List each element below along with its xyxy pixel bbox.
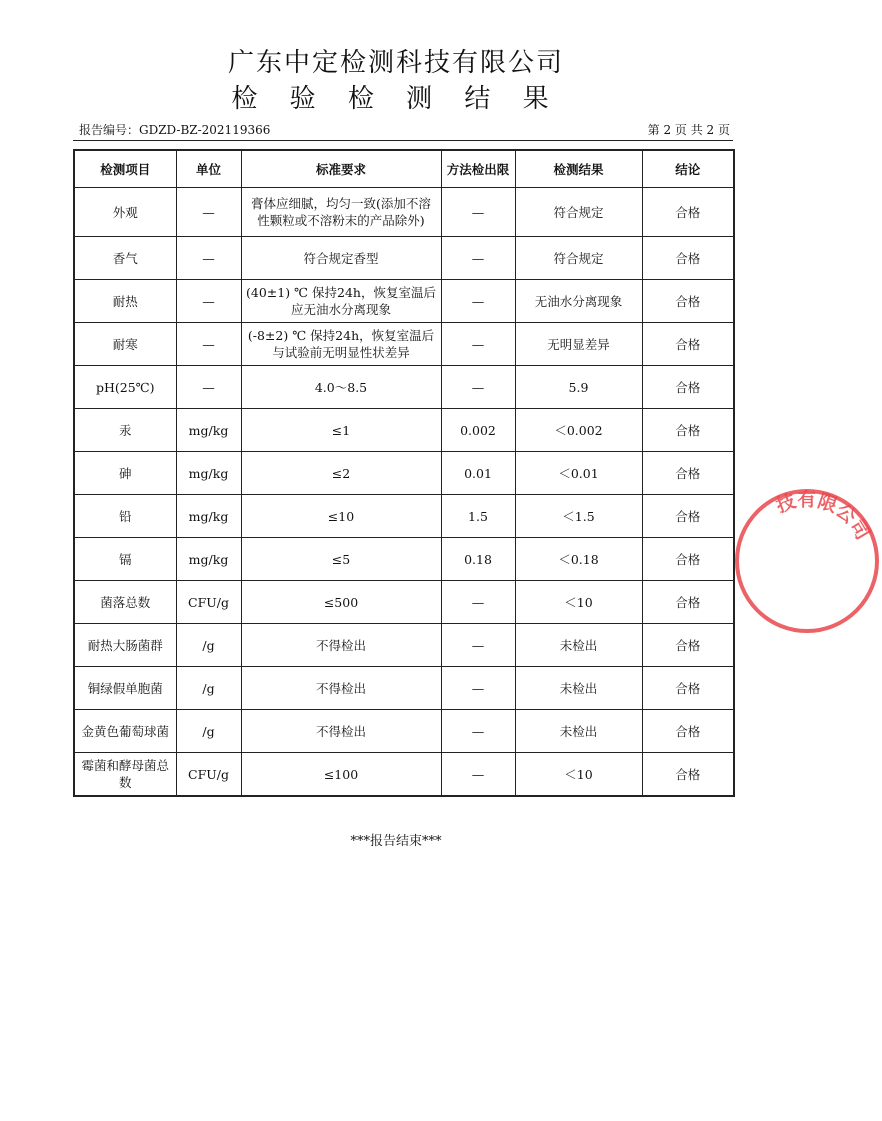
cell-limit: — bbox=[441, 237, 515, 280]
col-header-result: 检测结果 bbox=[515, 150, 642, 188]
cell-result: 无油水分离现象 bbox=[515, 280, 642, 323]
cell-limit: — bbox=[441, 280, 515, 323]
cell-result: ＜1.5 bbox=[515, 495, 642, 538]
cell-item: 金黄色葡萄球菌 bbox=[74, 710, 176, 753]
cell-conclusion: 合格 bbox=[642, 495, 734, 538]
cell-item: 铅 bbox=[74, 495, 176, 538]
cell-limit: 0.18 bbox=[441, 538, 515, 581]
cell-unit: — bbox=[176, 188, 241, 237]
cell-conclusion: 合格 bbox=[642, 452, 734, 495]
table-row bbox=[74, 710, 734, 753]
cell-limit: — bbox=[441, 667, 515, 710]
cell-item: pH(25℃) bbox=[74, 366, 176, 409]
cell-unit: — bbox=[176, 237, 241, 280]
cell-result: 符合规定 bbox=[515, 188, 642, 237]
col-header-standard: 标准要求 bbox=[241, 150, 441, 188]
cell-limit: — bbox=[441, 366, 515, 409]
cell-conclusion: 合格 bbox=[642, 323, 734, 366]
table-row bbox=[74, 452, 734, 495]
cell-conclusion: 合格 bbox=[642, 237, 734, 280]
cell-limit: 0.01 bbox=[441, 452, 515, 495]
cell-standard: ≤100 bbox=[241, 753, 441, 797]
cell-item: 汞 bbox=[74, 409, 176, 452]
cell-limit: 1.5 bbox=[441, 495, 515, 538]
col-header-conclusion: 结论 bbox=[642, 150, 734, 188]
cell-standard: ≤5 bbox=[241, 538, 441, 581]
cell-unit: — bbox=[176, 366, 241, 409]
report-number: 报告编号：GDZD-BZ-202119366 bbox=[79, 123, 271, 137]
cell-result: ＜10 bbox=[515, 581, 642, 624]
cell-item: 耐寒 bbox=[74, 323, 176, 366]
cell-item: 耐热大肠菌群 bbox=[74, 624, 176, 667]
cell-standard: 不得检出 bbox=[241, 667, 441, 710]
cell-unit: mg/kg bbox=[176, 452, 241, 495]
cell-conclusion: 合格 bbox=[642, 280, 734, 323]
cell-result: ＜10 bbox=[515, 753, 642, 797]
cell-item: 铜绿假单胞菌 bbox=[74, 667, 176, 710]
cell-standard: ≤1 bbox=[241, 409, 441, 452]
cell-unit: CFU/g bbox=[176, 581, 241, 624]
cell-result: 未检出 bbox=[515, 710, 642, 753]
table-row bbox=[74, 538, 734, 581]
table-row bbox=[74, 237, 734, 280]
cell-limit: — bbox=[441, 710, 515, 753]
svg-text:技有限公司: 技有限公司 bbox=[773, 488, 874, 544]
cell-item: 菌落总数 bbox=[74, 581, 176, 624]
cell-standard: 膏体应细腻，均匀一致(添加不溶性颗粒或不溶粉末的产品除外) bbox=[241, 188, 441, 237]
cell-standard: ≤500 bbox=[241, 581, 441, 624]
cell-limit: — bbox=[441, 753, 515, 797]
header-divider bbox=[73, 140, 733, 141]
cell-result: ＜0.18 bbox=[515, 538, 642, 581]
cell-unit: /g bbox=[176, 710, 241, 753]
company-seal-stamp bbox=[732, 486, 882, 636]
table-row bbox=[74, 624, 734, 667]
col-header-unit: 单位 bbox=[176, 150, 241, 188]
cell-result: ＜0.002 bbox=[515, 409, 642, 452]
cell-item: 香气 bbox=[74, 237, 176, 280]
report-end-marker: ***报告结束*** bbox=[350, 834, 442, 849]
table-row bbox=[74, 409, 734, 452]
cell-unit: mg/kg bbox=[176, 495, 241, 538]
cell-standard: ≤2 bbox=[241, 452, 441, 495]
table-row bbox=[74, 280, 734, 323]
col-header-item: 检测项目 bbox=[74, 150, 176, 188]
cell-standard: 不得检出 bbox=[241, 624, 441, 667]
cell-item: 霉菌和酵母菌总数 bbox=[74, 753, 176, 797]
table-row bbox=[74, 753, 734, 797]
table-row bbox=[74, 188, 734, 237]
cell-conclusion: 合格 bbox=[642, 667, 734, 710]
cell-item: 耐热 bbox=[74, 280, 176, 323]
cell-conclusion: 合格 bbox=[642, 409, 734, 452]
cell-result: 5.9 bbox=[515, 366, 642, 409]
cell-conclusion: 合格 bbox=[642, 188, 734, 237]
cell-unit: /g bbox=[176, 667, 241, 710]
table-row bbox=[74, 495, 734, 538]
cell-result: 符合规定 bbox=[515, 237, 642, 280]
cell-item: 外观 bbox=[74, 188, 176, 237]
cell-unit: CFU/g bbox=[176, 753, 241, 797]
cell-conclusion: 合格 bbox=[642, 538, 734, 581]
cell-limit: — bbox=[441, 624, 515, 667]
company-name: 广东中定检测科技有限公司 bbox=[227, 48, 564, 78]
cell-unit: — bbox=[176, 323, 241, 366]
cell-result: ＜0.01 bbox=[515, 452, 642, 495]
cell-conclusion: 合格 bbox=[642, 581, 734, 624]
cell-unit: — bbox=[176, 280, 241, 323]
cell-limit: — bbox=[441, 188, 515, 237]
cell-limit: — bbox=[441, 323, 515, 366]
cell-standard: 不得检出 bbox=[241, 710, 441, 753]
cell-limit: — bbox=[441, 581, 515, 624]
table-row bbox=[74, 667, 734, 710]
cell-item: 砷 bbox=[74, 452, 176, 495]
cell-unit: /g bbox=[176, 624, 241, 667]
results-table bbox=[73, 149, 735, 797]
cell-limit: 0.002 bbox=[441, 409, 515, 452]
cell-item: 镉 bbox=[74, 538, 176, 581]
cell-standard: ≤10 bbox=[241, 495, 441, 538]
table-row bbox=[74, 366, 734, 409]
col-header-limit: 方法检出限 bbox=[441, 150, 515, 188]
page-info: 第 2 页 共 2 页 bbox=[647, 123, 730, 137]
table-row bbox=[74, 323, 734, 366]
cell-result: 无明显差异 bbox=[515, 323, 642, 366]
cell-standard: (40±1) ℃ 保持24h，恢复室温后应无油水分离现象 bbox=[241, 280, 441, 323]
document-title: 检 验 检 测 结 果 bbox=[231, 84, 561, 114]
cell-unit: mg/kg bbox=[176, 538, 241, 581]
cell-standard: (-8±2) ℃ 保持24h，恢复室温后与试验前无明显性状差异 bbox=[241, 323, 441, 366]
cell-standard: 4.0～8.5 bbox=[241, 366, 441, 409]
cell-conclusion: 合格 bbox=[642, 366, 734, 409]
table-header-row bbox=[74, 150, 734, 188]
cell-unit: mg/kg bbox=[176, 409, 241, 452]
cell-conclusion: 合格 bbox=[642, 624, 734, 667]
table-row bbox=[74, 581, 734, 624]
cell-conclusion: 合格 bbox=[642, 753, 734, 797]
cell-standard: 符合规定香型 bbox=[241, 237, 441, 280]
cell-conclusion: 合格 bbox=[642, 710, 734, 753]
cell-result: 未检出 bbox=[515, 667, 642, 710]
cell-result: 未检出 bbox=[515, 624, 642, 667]
